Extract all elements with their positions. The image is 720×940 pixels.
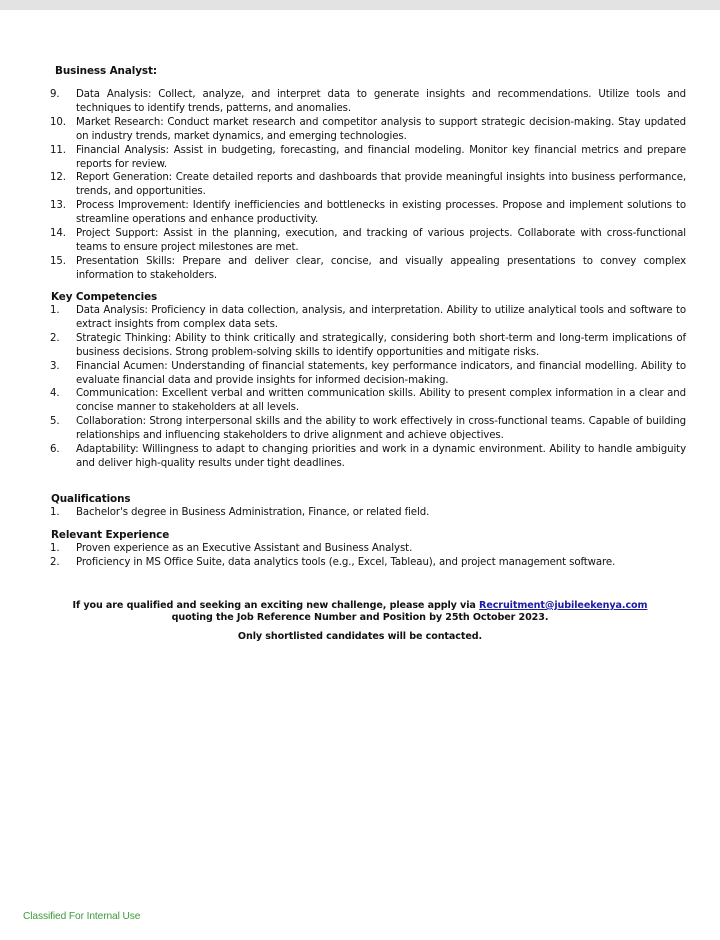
notice-line-3: Only shortlisted candidates will be contacted. xyxy=(237,631,483,643)
list-item: 1. Proven experience as an Executive Assistant and Business Analyst. xyxy=(50,543,413,554)
recruitment-email-link[interactable]: Recruitment@jubileekenya.com xyxy=(479,600,648,611)
list-item: 5. Collaboration: Strong interpersonal skills and the ability to work effectively in cross-functional teams. Capable of building relationships and influencing stakeholders to drive alignment and achieve objectives. xyxy=(50,416,686,442)
list-item: 11. Financial Analysis: Assist in budgeting, forecasting, and financial modeling. Monitor key financial metrics and prepare reports for review. xyxy=(50,144,686,170)
classification-footer: Classified For Internal Use xyxy=(23,911,141,922)
list-item: 4. Communication: Excellent verbal and written communication skills. Ability to present complex information in a clear and concise manner to stakeholders at all levels. xyxy=(50,388,686,414)
business-analyst-heading: Business Analyst: xyxy=(55,65,157,77)
business-analyst-list xyxy=(50,88,686,283)
key-competencies-list xyxy=(50,304,686,471)
qualifications-list xyxy=(50,506,686,520)
list-item: 6. Adaptability: Willingness to adapt to changing priorities and work in a dynamic environment. Ability to handle ambiguity and deliver high-quality results under tight deadlines. xyxy=(50,444,686,469)
notice-line-1: If you are qualified and seeking an exciting new challenge, please apply via Recruitment@jubileekenya.com xyxy=(72,600,648,611)
notice-line-2: quoting the Job Reference Number and Position by 25th October 2023. xyxy=(171,612,549,624)
qualifications-heading: Qualifications xyxy=(51,493,131,505)
list-item: 12. Report Generation: Create detailed reports and dashboards that provide meaningful insights into business performance, trends, and opportunities. xyxy=(50,172,686,198)
list-item: 1. Bachelor's degree in Business Administration, Finance, or related field. xyxy=(50,507,430,518)
list-item: 3. Financial Acumen: Understanding of financial statements, key performance indicators, and financial modelling. Ability to evaluate financial data and provide insights for informed decision-making. xyxy=(50,360,686,386)
list-item: 2. Strategic Thinking: Ability to think critically and strategically, considering both short-term and long-term implications of business decisions. Strong problem-solving skills to identify opportunities and mitigate risks. xyxy=(50,332,686,358)
list-item: 1. Data Analysis: Proficiency in data collection, analysis, and interpretation. Ability to utilize analytical tools and software to extract insights from complex data sets. xyxy=(50,305,686,330)
list-item: 9. Data Analysis: Collect, analyze, and interpret data to generate insights and recommendations. Utilize tools and techniques to identify trends, patterns, and anomalies. xyxy=(50,89,686,114)
key-competencies-heading: Key Competencies xyxy=(51,291,158,303)
list-item: 2. Proficiency in MS Office Suite, data analytics tools (e.g., Excel, Tableau), and project management software. xyxy=(50,556,616,568)
application-notice xyxy=(40,600,680,644)
list-item: 14. Project Support: Assist in the planning, execution, and tracking of various projects. Collaborate with cross-functional teams to ensure project milestones are met. xyxy=(50,228,686,253)
list-item: 10. Market Research: Conduct market research and competitor analysis to support strategic decision-making. Stay updated on industry trends, market dynamics, and emerging technologies. xyxy=(50,116,686,142)
list-item: 15. Presentation Skills: Prepare and deliver clear, concise, and visually appealing presentations to convey complex information to stakeholders. xyxy=(50,255,686,281)
list-item: 13. Process Improvement: Identify inefficiencies and bottlenecks in existing processes. Propose and implement solutions to streamline operations and enhance productivity. xyxy=(50,200,686,226)
relevant-experience-heading: Relevant Experience xyxy=(51,529,170,541)
relevant-experience-list xyxy=(50,542,686,570)
